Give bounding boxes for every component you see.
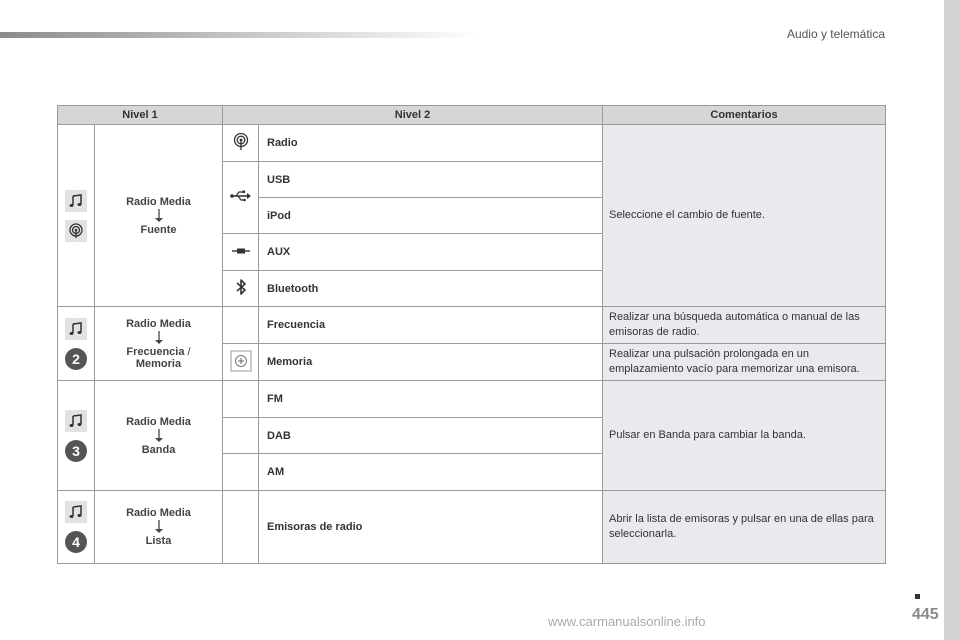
section-title: Audio y telemática bbox=[786, 27, 885, 41]
music-note-icon bbox=[65, 501, 87, 523]
group1-icons bbox=[58, 125, 95, 307]
step-badge-4: 4 bbox=[65, 531, 87, 553]
header-level2: Nivel 2 bbox=[223, 106, 603, 125]
radio-icon-cell bbox=[223, 125, 259, 162]
comment-fuente: Seleccione el cambio de fuente. bbox=[603, 125, 886, 307]
menu-table bbox=[57, 105, 886, 564]
comment-lista: Abrir la lista de emisoras y pulsar en una de ellas para seleccionarla. bbox=[603, 491, 886, 564]
bluetooth-icon bbox=[235, 278, 247, 296]
item-usb: USB bbox=[259, 162, 603, 198]
watermark: www.carmanualsonline.info bbox=[548, 614, 706, 629]
step-badge-2: 2 bbox=[65, 348, 87, 370]
group3-level1: Radio Media Banda bbox=[95, 381, 223, 491]
radio-signal-icon bbox=[65, 220, 87, 242]
empty-icon-cell bbox=[223, 454, 259, 491]
comment-banda: Pulsar en Banda para cambiar la banda. bbox=[603, 381, 886, 491]
table-row bbox=[58, 491, 886, 564]
memory-add-icon bbox=[230, 350, 252, 372]
empty-icon-cell bbox=[223, 491, 259, 564]
item-fm: FM bbox=[259, 381, 603, 418]
empty-icon-cell bbox=[223, 381, 259, 418]
arrow-down-icon bbox=[154, 209, 164, 223]
group4-level1: Radio Media Lista bbox=[95, 491, 223, 564]
usb-icon-cell bbox=[223, 162, 259, 234]
header-level1: Nivel 1 bbox=[58, 106, 223, 125]
group4-icons bbox=[58, 491, 95, 564]
arrow-down-icon bbox=[154, 429, 164, 443]
table-row bbox=[58, 125, 886, 162]
table-row bbox=[58, 307, 886, 344]
memory-icon-cell bbox=[223, 344, 259, 381]
comment-memoria: Realizar una pulsación prolongada en un emplazamiento vacío para memorizar una emisora. bbox=[603, 344, 886, 381]
step-badge-3: 3 bbox=[65, 440, 87, 462]
music-note-icon bbox=[65, 318, 87, 340]
item-ipod: iPod bbox=[259, 198, 603, 234]
item-dab: DAB bbox=[259, 418, 603, 454]
item-frecuencia: Frecuencia bbox=[259, 307, 603, 344]
aux-jack-icon bbox=[231, 247, 251, 255]
page-edge-bar bbox=[944, 0, 960, 640]
aux-icon-cell bbox=[223, 234, 259, 271]
group1-level1: Radio Media Fuente bbox=[95, 125, 223, 307]
table-header-row bbox=[58, 106, 886, 125]
comment-frecuencia: Realizar una búsqueda automática o manual de las emisoras de radio. bbox=[603, 307, 886, 344]
bluetooth-icon-cell bbox=[223, 271, 259, 307]
header-gradient-bar bbox=[0, 32, 480, 38]
empty-icon-cell bbox=[223, 307, 259, 344]
group2-icons bbox=[58, 307, 95, 381]
music-note-icon bbox=[65, 190, 87, 212]
item-memoria: Memoria bbox=[259, 344, 603, 381]
arrow-down-icon bbox=[154, 520, 164, 534]
item-am: AM bbox=[259, 454, 603, 491]
usb-icon bbox=[230, 190, 252, 202]
page-number: 445 bbox=[912, 606, 939, 623]
item-bluetooth: Bluetooth bbox=[259, 271, 603, 307]
radio-signal-icon bbox=[233, 133, 249, 151]
item-radio: Radio bbox=[259, 125, 603, 162]
group3-icons bbox=[58, 381, 95, 491]
arrow-down-icon bbox=[154, 331, 164, 345]
group2-level1: Radio Media Frecuencia / Memoria bbox=[95, 307, 223, 381]
item-emisoras: Emisoras de radio bbox=[259, 491, 603, 564]
page-marker bbox=[915, 594, 920, 599]
music-note-icon bbox=[65, 410, 87, 432]
header-comments: Comentarios bbox=[603, 106, 886, 125]
item-aux: AUX bbox=[259, 234, 603, 271]
table-row bbox=[58, 381, 886, 418]
empty-icon-cell bbox=[223, 418, 259, 454]
